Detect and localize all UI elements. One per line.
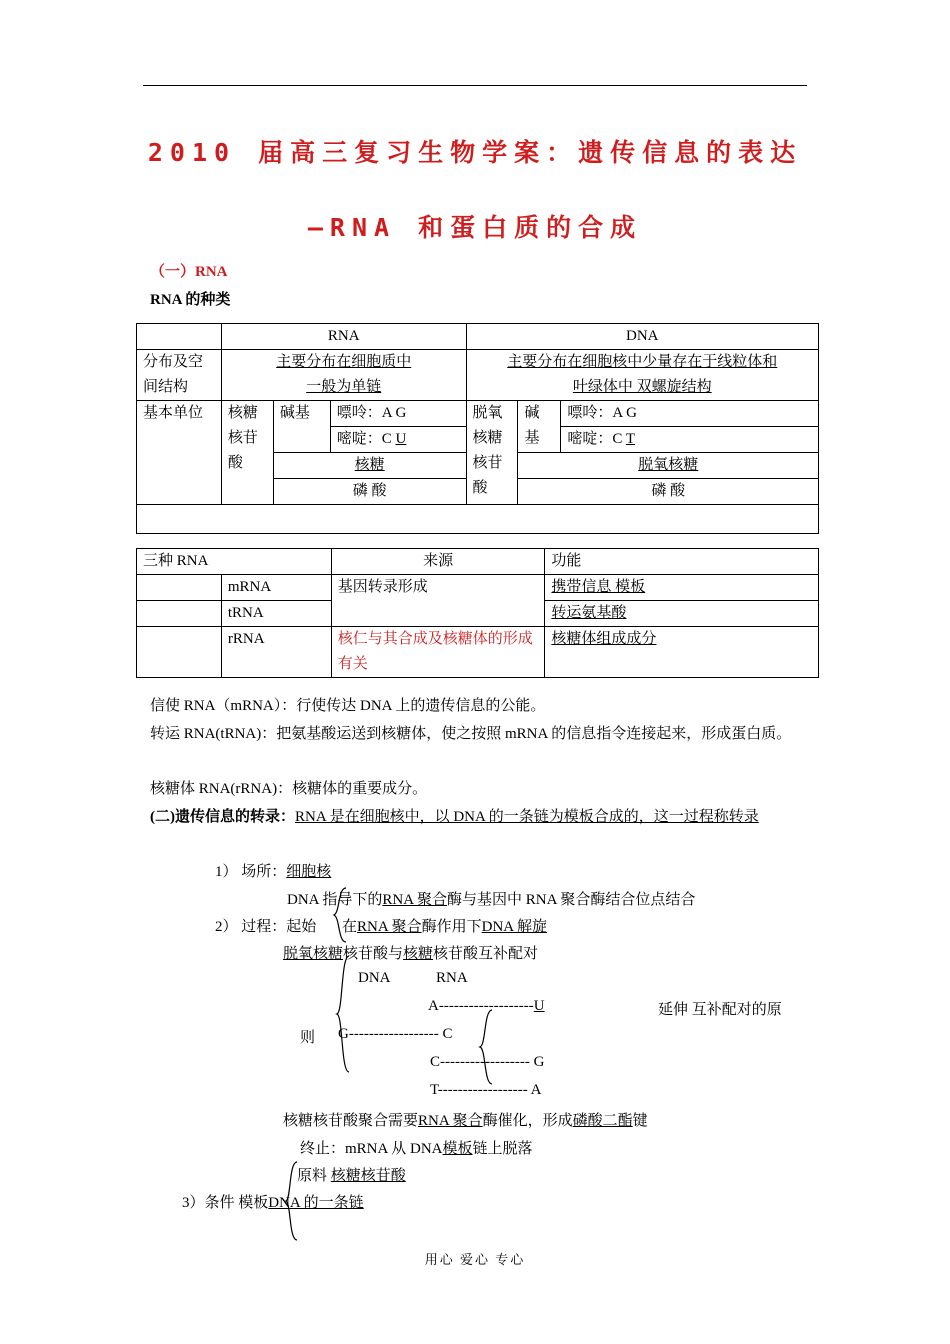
h-function: 功能	[545, 549, 819, 575]
pair-row: G------------------ C	[338, 1026, 453, 1042]
header-rule	[143, 85, 807, 86]
dna-pyrimidine: 嘧啶：C T	[561, 427, 819, 453]
row-unit-label: 基本单位	[137, 401, 222, 505]
rna-unit: 核糖核苷酸	[221, 401, 273, 505]
process-label: 2） 过程：起始	[215, 919, 317, 935]
dna-base-label: 碱基	[518, 401, 561, 453]
pair-row: A-------------------U	[428, 998, 545, 1014]
table-row: tRNA	[221, 601, 331, 627]
pair-row: C------------------ G	[430, 1054, 545, 1070]
section1-heading: （一）RNA	[150, 264, 228, 280]
function-cell: 携带信息 模板	[545, 575, 819, 601]
start-brace-icon	[332, 886, 350, 944]
rna-purine: 嘌呤：A G	[330, 401, 466, 427]
page-subtitle: —RNA 和蛋白质的合成	[307, 213, 643, 242]
rna-dna-table	[136, 323, 819, 534]
page-footer: 用心 爱心 专心	[424, 1252, 526, 1267]
pair-col-rna: RNA	[436, 970, 468, 986]
table-row: mRNA	[221, 575, 331, 601]
dna-sugar: 脱氧核糖	[518, 453, 819, 479]
extend-brace-icon	[335, 954, 353, 1074]
source-nucleolus: 核仁与其合成及核糖体的形成有关	[331, 627, 545, 678]
function-cell: 核糖体组成成分	[545, 627, 819, 678]
h-source: 来源	[331, 549, 545, 575]
dna-unit: 脱氧核糖核苷酸	[466, 401, 518, 505]
table-row: rRNA	[221, 627, 331, 678]
rna-distribution: 主要分布在细胞质中 一般为单链	[221, 350, 466, 401]
rrna-desc: 核糖体 RNA(rRNA)：核糖体的重要成分。	[150, 781, 428, 797]
mrna-desc: 信使 RNA（mRNA）：行使传达 DNA 上的遗传信息的公能。	[150, 698, 546, 714]
row-distribution-label: 分布及空间结构	[137, 350, 222, 401]
site-line: 1） 场所：细胞核	[215, 864, 332, 880]
extend-label: 延伸 互补配对的原	[658, 1002, 782, 1018]
function-cell: 转运氨基酸	[545, 601, 819, 627]
terminate-line: 终止：mRNA 从 DNA模板链上脱落	[300, 1141, 533, 1157]
h-type: 三种 RNA	[137, 549, 332, 575]
start-line-2: 在RNA 聚合酶作用下DNA 解旋	[342, 919, 548, 935]
page-title: 2010 届高三复习生物学案：遗传信息的表达	[147, 138, 803, 167]
dna-purine: 嘌呤：A G	[561, 401, 819, 427]
pair-col-dna: DNA	[358, 970, 391, 986]
section1-subheading: RNA 的种类	[150, 292, 231, 308]
extend-line-2: 核糖核苷酸聚合需要RNA 聚合酶催化，形成磷酸二酯键	[283, 1113, 648, 1129]
rna-pyrimidine: 嘧啶：C U	[330, 427, 466, 453]
pair-row: T------------------ A	[430, 1082, 542, 1098]
rna-base-label: 碱基	[273, 401, 330, 453]
start-line-1: DNA 指导下的RNA 聚合酶与基因中 RNA 聚合酶结合位点结合	[287, 892, 696, 908]
dna-phosphate: 磷 酸	[518, 479, 819, 505]
extend-label-cont: 则	[300, 1030, 316, 1046]
condition-brace-icon	[284, 1160, 300, 1242]
rna-sugar: 核糖	[273, 453, 466, 479]
section2-intro: (二)遗传信息的转录：RNA 是在细胞核中，以 DNA 的一条链为模板合成的，这一过程称转录	[150, 809, 759, 825]
material-line: 原料 核糖核苷酸	[297, 1168, 406, 1184]
dna-distribution: 主要分布在细胞核中少量存在于线粒体和 叶绿体中 双螺旋结构	[466, 350, 818, 401]
condition-line: 3）条件 模板DNA 的一条链	[182, 1195, 364, 1211]
trna-desc: 转运 RNA(tRNA)：把氨基酸运送到核糖体，使之按照 mRNA 的信息指令连接起来，形成蛋白质。	[150, 726, 792, 742]
rna-types-table	[136, 548, 819, 678]
pairing-brace-icon	[478, 1008, 494, 1086]
source-transcription: 基因转录形成	[331, 575, 545, 627]
col-dna-header: DNA	[466, 324, 818, 350]
col-rna-header: RNA	[221, 324, 466, 350]
extend-line-1: 脱氧核糖核苷酸与核糖核苷酸互补配对	[283, 946, 539, 962]
rna-phosphate: 磷 酸	[273, 479, 466, 505]
